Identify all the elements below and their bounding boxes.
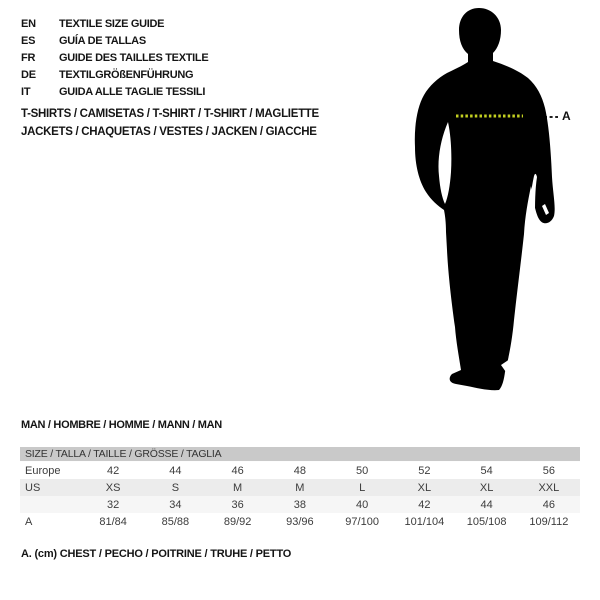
category-line-jackets: JACKETS / CHAQUETAS / VESTES / JACKEN / GIACCHE <box>21 126 317 138</box>
language-code: EN <box>21 17 36 30</box>
table-cell: 32 <box>107 498 120 511</box>
table-cell: M <box>295 481 305 494</box>
table-row-europe <box>20 462 580 479</box>
table-cell: 44 <box>169 464 182 477</box>
table-cell: 42 <box>418 498 431 511</box>
table-cell: 89/92 <box>223 515 252 528</box>
table-cell: 93/96 <box>286 515 314 528</box>
table-cell: 42 <box>107 464 120 477</box>
language-code: DE <box>21 68 36 81</box>
table-row-chest-cm <box>20 513 580 530</box>
table-cell: 101/104 <box>404 515 445 528</box>
category-lines <box>21 105 319 141</box>
row-label: A <box>25 515 33 528</box>
table-cell: XL <box>417 481 432 494</box>
table-cell: 46 <box>231 464 244 477</box>
language-row-it <box>21 83 208 100</box>
table-cell: 36 <box>231 498 244 511</box>
model-silhouette <box>400 0 600 412</box>
table-cell: 56 <box>542 464 555 477</box>
language-title: TEXTILE SIZE GUIDE <box>59 17 165 30</box>
table-cell: 46 <box>542 498 555 511</box>
language-title: GUÍA DE TALLAS <box>59 34 146 47</box>
row-label: Europe <box>25 464 61 477</box>
language-code: FR <box>21 51 36 64</box>
table-cell: 50 <box>356 464 369 477</box>
section-title-man: MAN / HOMBRE / HOMME / MANN / MAN <box>21 419 222 431</box>
language-row-fr <box>21 49 208 66</box>
language-title: GUIDE DES TAILLES TEXTILE <box>59 51 209 64</box>
category-line-tshirts: T-SHIRTS / CAMISETAS / T-SHIRT / T-SHIRT / MAGLIETTE <box>21 108 319 120</box>
language-code: IT <box>21 85 31 98</box>
table-cell: 44 <box>480 498 493 511</box>
size-table <box>20 447 580 530</box>
table-cell: 52 <box>418 464 431 477</box>
table-cell: 109/112 <box>529 515 569 528</box>
measure-footnote: A. (cm) CHEST / PECHO / POITRINE / TRUHE / PETTO <box>21 548 292 560</box>
language-code: ES <box>21 34 36 47</box>
table-cell: S <box>171 481 180 494</box>
measure-label-a: A <box>562 109 571 123</box>
table-cell: XXL <box>538 481 560 494</box>
silhouette-svg <box>400 0 600 412</box>
table-cell: 105/108 <box>466 515 507 528</box>
language-title: TEXTILGRÖßENFÜHRUNG <box>59 68 194 81</box>
language-row-es <box>21 32 208 49</box>
table-cell: 97/100 <box>345 515 379 528</box>
table-cell: 81/84 <box>99 515 127 528</box>
table-cell: XL <box>479 481 494 494</box>
table-cell: 54 <box>480 464 493 477</box>
table-cell: L <box>359 481 366 494</box>
table-cell: 85/88 <box>161 515 190 528</box>
table-cell: 48 <box>293 464 306 477</box>
row-label: US <box>25 481 41 494</box>
table-cell: 34 <box>169 498 182 511</box>
table-cell: XS <box>105 481 121 494</box>
table-cell: 38 <box>293 498 306 511</box>
table-cell: M <box>233 481 243 494</box>
table-cell: 40 <box>356 498 369 511</box>
language-list <box>21 15 208 100</box>
language-row-de <box>21 66 208 83</box>
language-title: GUIDA ALLE TAGLIE TESSILI <box>59 85 206 98</box>
table-row-us <box>20 479 580 496</box>
table-row-alt-sizes <box>20 496 580 513</box>
size-table-header: SIZE / TALLA / TAILLE / GRÖSSE / TAGLIA <box>20 447 580 462</box>
language-row-en <box>21 15 208 32</box>
